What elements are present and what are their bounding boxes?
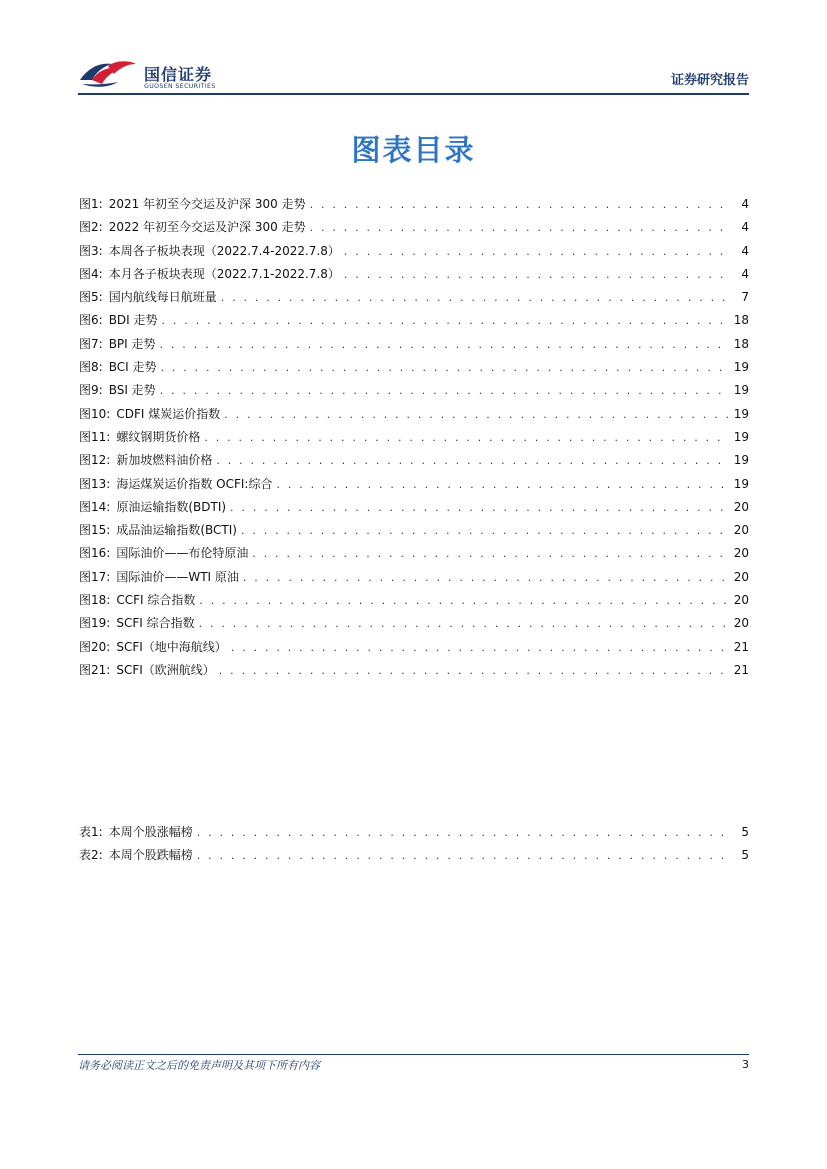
toc-dot-leader <box>344 242 729 262</box>
figure-toc-entry[interactable] <box>79 543 749 566</box>
toc-entry-page: 19 <box>733 383 749 398</box>
logo-chinese-text: 国信证券 <box>144 65 213 84</box>
toc-entry-label: 图6: <box>79 313 103 328</box>
footer-disclaimer: 请务必阅读正文之后的免责声明及其项下所有内容 <box>78 1059 320 1072</box>
toc-entry-label: 图16: <box>79 546 111 561</box>
toc-entry-title: 本周各子板块表现（2022.7.4-2022.7.8） <box>108 243 340 258</box>
toc-entry-title: 本周个股跌幅榜 <box>108 848 193 863</box>
toc-entry-label: 图4: <box>79 266 103 281</box>
toc-entry-page: 20 <box>733 523 749 538</box>
guosen-logo <box>78 56 238 94</box>
table-toc-entry[interactable] <box>79 845 749 868</box>
toc-dot-leader <box>224 405 729 425</box>
figure-toc-entry[interactable] <box>79 637 749 660</box>
toc-entry-page: 18 <box>733 313 749 328</box>
figure-toc-entry[interactable] <box>79 357 749 380</box>
toc-entry-label: 表2: <box>79 848 103 863</box>
figure-toc-entry[interactable] <box>79 310 749 333</box>
toc-entry-title: 国际油价——WTI 原油 <box>116 569 239 584</box>
guosen-logo-mark-icon <box>78 58 138 90</box>
toc-entry-page: 18 <box>733 336 749 351</box>
figure-toc-entry[interactable] <box>79 380 749 403</box>
figure-toc-entry[interactable] <box>79 450 749 473</box>
toc-entry-page: 4 <box>741 197 749 211</box>
table-list <box>79 822 749 869</box>
toc-entry-title: SCFI（欧洲航线） <box>116 662 215 677</box>
toc-entry-label: 图18: <box>79 593 111 608</box>
toc-entry-label: 图14: <box>79 499 111 514</box>
table-toc-entry[interactable] <box>79 822 749 845</box>
figure-toc-entry[interactable] <box>79 241 749 264</box>
toc-dot-leader <box>243 568 729 588</box>
toc-dot-leader <box>231 638 729 658</box>
toc-entry-page: 20 <box>733 546 749 561</box>
figure-toc-entry[interactable] <box>79 497 749 520</box>
toc-dot-leader <box>160 358 729 378</box>
toc-entry-page: 20 <box>733 616 749 631</box>
figure-toc-entry[interactable] <box>79 217 749 240</box>
header-divider <box>78 93 749 95</box>
toc-entry-label: 图21: <box>79 662 111 677</box>
toc-entry-page: 19 <box>733 453 749 468</box>
toc-entry-title: BCI 走势 <box>108 360 157 375</box>
toc-dot-leader <box>252 544 729 564</box>
figure-toc-entry[interactable] <box>79 567 749 590</box>
toc-entry-label: 图13: <box>79 476 111 491</box>
toc-entry-page: 21 <box>733 639 749 654</box>
toc-entry-title: SCFI（地中海航线） <box>116 639 227 654</box>
toc-entry-page: 19 <box>733 406 749 421</box>
toc-entry-page: 19 <box>733 360 749 375</box>
toc-entry-page: 4 <box>741 220 749 235</box>
toc-entry-title: BPI 走势 <box>108 336 156 351</box>
toc-dot-leader <box>310 218 729 238</box>
toc-entry-label: 图2: <box>79 220 103 235</box>
toc-entry-page: 19 <box>733 429 749 444</box>
toc-entry-page: 5 <box>741 825 749 839</box>
toc-entry-label: 图8: <box>79 360 103 375</box>
figure-toc-entry[interactable] <box>79 287 749 310</box>
toc-entry-title: CCFI 综合指数 <box>116 593 196 608</box>
toc-entry-label: 图19: <box>79 616 111 631</box>
toc-entry-page: 21 <box>733 662 749 677</box>
toc-dot-leader <box>160 335 729 355</box>
toc-entry-label: 图10: <box>79 406 111 421</box>
toc-entry-title: 2021 年初至今交运及沪深 300 走势 <box>108 197 306 211</box>
toc-entry-title: 成品油运输指数(BCTI) <box>116 523 237 538</box>
figure-toc-entry[interactable] <box>79 334 749 357</box>
toc-entry-label: 图17: <box>79 569 111 584</box>
toc-dot-leader <box>344 265 729 285</box>
toc-entry-title: SCFI 综合指数 <box>116 616 195 631</box>
page-title: 图表目录 <box>351 133 476 167</box>
toc-dot-leader <box>219 661 729 681</box>
toc-entry-title: 本周个股涨幅榜 <box>108 825 193 839</box>
toc-entry-label: 图5: <box>79 290 103 305</box>
toc-entry-page: 19 <box>733 476 749 491</box>
figure-list <box>79 194 749 683</box>
toc-dot-leader <box>199 614 729 634</box>
figure-toc-entry[interactable] <box>79 660 749 683</box>
toc-entry-label: 图11: <box>79 429 111 444</box>
toc-entry-label: 表1: <box>79 825 103 839</box>
figure-toc-entry[interactable] <box>79 613 749 636</box>
toc-dot-leader <box>216 451 729 471</box>
page-header <box>78 56 749 96</box>
toc-entry-page: 20 <box>733 499 749 514</box>
figure-toc-entry[interactable] <box>79 590 749 613</box>
toc-dot-leader <box>310 195 729 215</box>
report-type: 证券研究报告 <box>670 73 749 88</box>
toc-dot-leader <box>199 591 729 611</box>
toc-entry-title: BSI 走势 <box>108 383 156 398</box>
toc-entry-label: 图15: <box>79 523 111 538</box>
toc-entry-page: 7 <box>741 290 749 305</box>
toc-entry-title: 本月各子板块表现（2022.7.1-2022.7.8） <box>108 266 340 281</box>
toc-entry-title: BDI 走势 <box>108 313 158 328</box>
toc-dot-leader <box>162 311 729 331</box>
figure-toc-entry[interactable] <box>79 520 749 543</box>
toc-entry-page: 4 <box>741 266 749 281</box>
toc-entry-title: 国内航线每日航班量 <box>108 290 217 305</box>
figure-toc-entry[interactable] <box>79 427 749 450</box>
toc-entry-page: 5 <box>741 848 749 863</box>
toc-entry-label: 图12: <box>79 453 111 468</box>
figure-toc-entry[interactable] <box>79 474 749 497</box>
figure-toc-entry[interactable] <box>79 404 749 427</box>
toc-entry-title: CDFI 煤炭运价指数 <box>116 406 221 421</box>
toc-dot-leader <box>197 846 729 866</box>
toc-entry-title: 新加坡燃料油价格 <box>116 453 213 468</box>
toc-entry-label: 图9: <box>79 383 103 398</box>
toc-entry-page: 20 <box>733 593 749 608</box>
toc-entry-title: 螺纹钢期货价格 <box>116 429 201 444</box>
toc-entry-title: 国际油价——布伦特原油 <box>116 546 249 561</box>
toc-dot-leader <box>160 381 729 401</box>
toc-entry-title: 原油运输指数(BDTI) <box>116 499 227 514</box>
toc-dot-leader <box>221 288 729 308</box>
toc-entry-label: 图1: <box>79 197 103 211</box>
toc-entry-title: 2022 年初至今交运及沪深 300 走势 <box>108 220 306 235</box>
page-number: 3 <box>742 1058 749 1071</box>
toc-dot-leader <box>230 498 729 518</box>
logo-english-text: GUOSEN SECURITIES <box>144 83 216 90</box>
toc-dot-leader <box>197 823 729 843</box>
footer-divider <box>78 1054 749 1055</box>
toc-entry-label: 图20: <box>79 639 111 654</box>
toc-dot-leader <box>204 428 729 448</box>
toc-entry-page: 20 <box>733 569 749 584</box>
toc-entry-label: 图7: <box>79 336 103 351</box>
toc-dot-leader <box>241 521 729 541</box>
toc-dot-leader <box>276 475 729 495</box>
toc-entry-page: 4 <box>741 243 749 258</box>
toc-entry-label: 图3: <box>79 243 103 258</box>
figure-toc-entry[interactable] <box>79 264 749 287</box>
toc-entry-title: 海运煤炭运价指数 OCFI:综合 <box>116 476 273 491</box>
figure-toc-entry[interactable] <box>79 194 749 217</box>
